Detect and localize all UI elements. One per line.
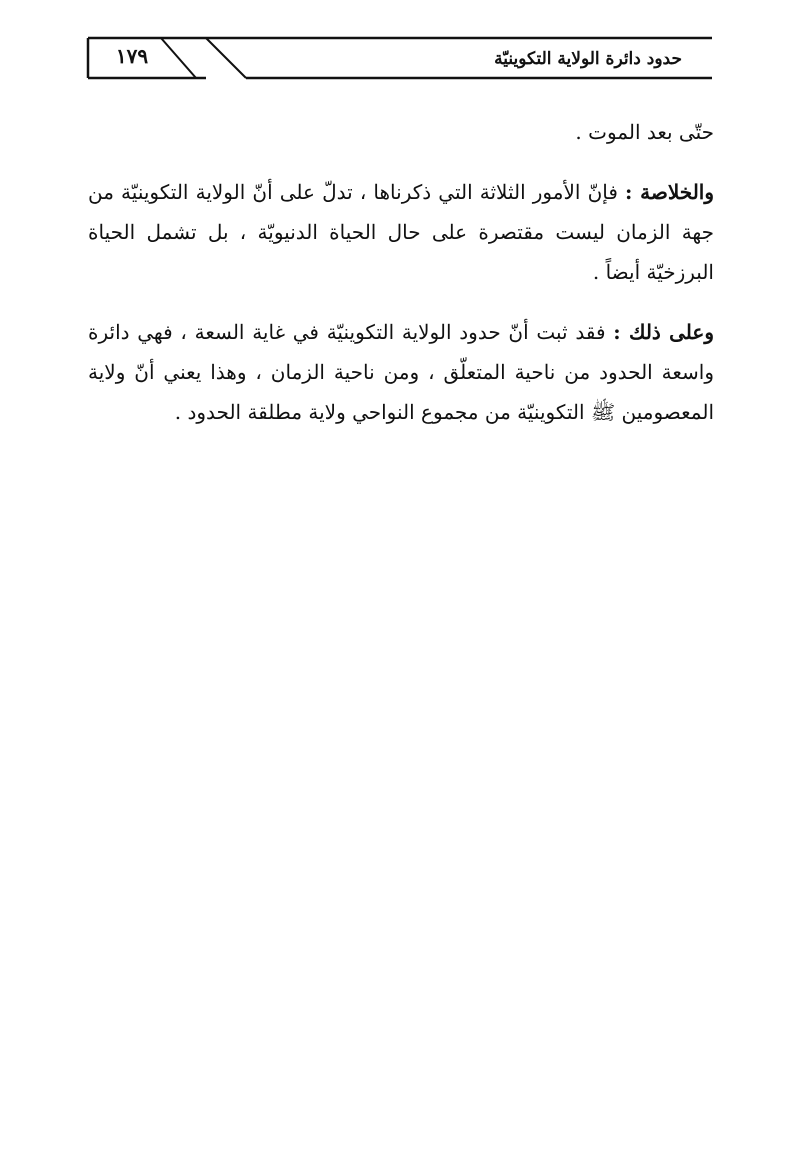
page-body <box>88 112 714 432</box>
paragraph-2-lead: والخلاصة : <box>625 180 714 204</box>
paragraph-3-end: التكوينيّة من مجموع النواحي ولاية مطلقة الحدود . <box>174 400 585 424</box>
paragraph-1: حتّى بعد الموت . <box>575 120 714 144</box>
paragraph-3 <box>88 312 714 432</box>
paragraph-3-text: فقد ثبت أنّ حدود الولاية التكوينيّة في غاية السعة ، فهي دائرة واسعة الحدود من ناحية المتعلّق ، ومن ناحية الزمان ، وهذا يعني أنّ ولاية المعصومين <box>88 320 714 424</box>
honorific-symbol: ﷺ <box>590 400 616 424</box>
running-header <box>86 34 712 82</box>
paragraph-3-lead: وعلى ذلك : <box>613 320 715 344</box>
paragraph-2-text: فإنّ الأمور الثلاثة التي ذكرناها ، تدلّ على أنّ الولاية التكوينيّة من جهة الزمان ليست مقتصرة على حال الحياة الدنيويّة ، بل تشمل الحياة البرزخيّة أيضاً . <box>88 180 714 284</box>
page-number: ١٧٩ <box>115 44 149 68</box>
running-title: حدود دائرة الولاية التكوينيّة <box>494 49 682 69</box>
paragraph-2 <box>88 172 714 292</box>
